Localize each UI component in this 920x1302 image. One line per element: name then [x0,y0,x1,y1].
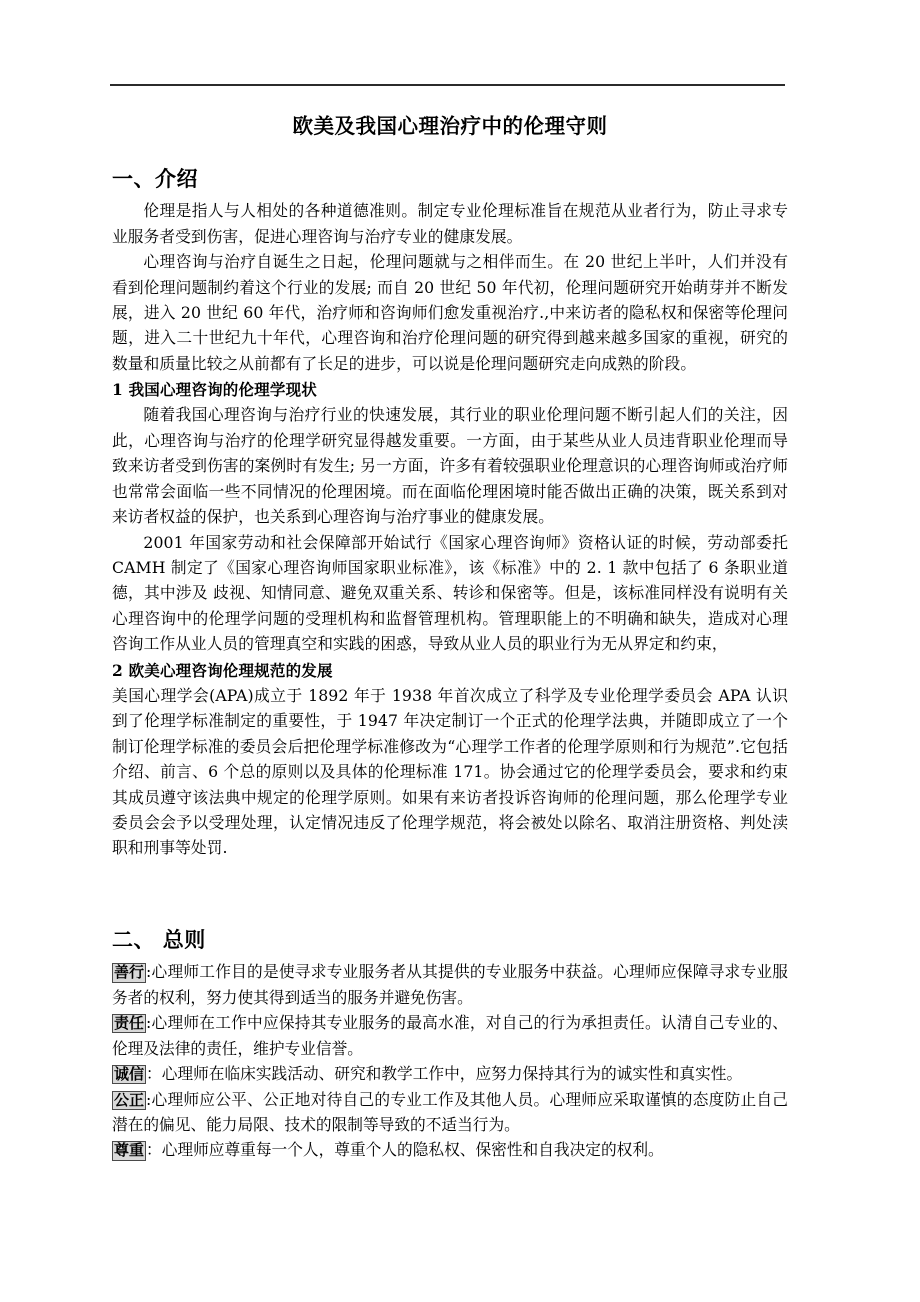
principle-text: 心理师在临床实践活动、研究和教学工作中，应努力保持其行为的诚实性和真实性。 [161,1064,743,1084]
principle-term-badge: 善行 [114,963,145,982]
section-heading-general-principles: 二、 总则 [112,926,206,952]
principle-item [112,959,788,1010]
principle-text: 心理师工作目的是使寻求专业服务者从其提供的专业服务中获益。心理师应保障寻求专业服务者的权利，努力使其得到适当的服务并避免伤害。 [112,962,788,1007]
principle-separator: ： [146,1140,162,1160]
paragraph: 随着我国心理咨询与治疗行业的快速发展，其行业的职业伦理问题不断引起人们的关注，因此，心理咨询与治疗的伦理学研究显得越发重要。一方面，由于某些从业人员违背职业伦理而导致来访者受到伤害的案例时有发生; 另一方面，许多有着较强职业伦理意识的心理咨询师或治疗师也常常会面临一些不同情况的伦理困境。而在面临伦理困境时能否做出正确的决策，既关系到对来访者权益的保护，也关系到心理咨询与治疗事业的健康发展。 [112,405,788,527]
document-content [112,103,788,1203]
principle-text: 心理师应尊重每一个人，尊重个人的隐私权、保密性和自我决定的权利。 [161,1140,664,1160]
header-divider-rule [110,84,785,86]
subsection-heading-western-ethics-development: 2 欧美心理咨询伦理规范的发展 [112,660,333,680]
principle-item [112,1137,788,1162]
principle-item [112,1087,788,1138]
principle-text: 心理师在工作中应保持其专业服务的最高水准，对自己的行为承担责任。认清自己专业的、伦理及法律的责任，维护专业信誉。 [112,1013,788,1058]
principle-separator: : [146,1013,152,1033]
principle-term-badge: 公正 [114,1090,145,1109]
principle-item [112,1010,788,1061]
paragraph: 2001 年国家劳动和社会保障部开始试行《国家心理咨询师》资格认证的时候，劳动部委托 CAMH 制定了《国家心理咨询师国家职业标准》，该《标准》中的 2. 1 款中包括了 6 条职业道德，其中涉及 歧视、知情同意、避免双重关系、转诊和保密等。但是，该标准同样没有说明有关心理咨询中的伦理学问题的受理机构和监督管理机构。管理职能上的不明确和缺失，造成对心理咨询工作从业人员的管理真空和实践的困惑，导致从业人员的职业行为无从界定和约束， [112,532,788,654]
paragraph: 美国心理学会(APA)成立于 1892 年于 1938 年首次成立了科学及专业伦理学委员会 APA 认识到了伦理学标准制定的重要性，于 1947 年决定制订一个正式的伦理学法典，并随即成立了一个制订伦理学标准的委员会后把伦理学标准修改为“心理学工作者的伦理学原则和行为规范”.它包括介绍、前言、6 个总的原则以及具体的伦理标准 171。协会通过它的伦理学委员会，要求和约束其成员遵守该法典中规定的伦理学原则。如果有来访者投诉咨询师的伦理问题，那么伦理学专业委员会会予以受理处理，认定情况违反了伦理学规范，将会被处以除名、取消注册资格、判处渎职和刑事等处罚. [112,685,788,858]
paragraph: 心理咨询与治疗自诞生之日起，伦理问题就与之相伴而生。在 20 世纪上半叶，人们并没有看到伦理问题制约着这个行业的发展; 而自 20 世纪 50 年代初，伦理问题研究开始萌芽并不断发展，进入 20 世纪 60 年代，治疗师和咨询师们愈发重视治疗.,中来访者的隐私权和保密等伦理问题，进入二十世纪九十年代，心理咨询和治疗伦理问题的研究得到越来越多国家的重视，研究的数量和质量比较之从前都有了长足的进步，可以说是伦理问题研究走向成熟的阶段。 [112,252,788,373]
principle-item [112,1061,788,1086]
paragraph: 伦理是指人与人相处的各种道德准则。制定专业伦理标准旨在规范从业者行为，防止寻求专业服务者受到伤害，促进心理咨询与治疗专业的健康发展。 [112,201,788,246]
principle-term-badge: 责任 [114,1014,145,1033]
principle-term-badge: 尊重 [114,1141,145,1160]
principle-text: 心理师应公平、公正地对待自己的专业工作及其他人员。心理师应采取谨慎的态度防止自己潜在的偏见、能力局限、技术的限制等导致的不适当行为。 [112,1089,788,1134]
page-title: 欧美及我国心理治疗中的伦理守则 [292,114,608,138]
principle-separator: : [146,1089,152,1109]
principle-term-badge: 诚信 [114,1065,145,1084]
subsection-heading-china-ethics-status: 1 我国心理咨询的伦理学现状 [112,380,317,400]
section-heading-introduction: 一、介绍 [112,165,198,191]
page-bottom-spacer [112,1163,788,1203]
principle-separator: : [146,962,152,982]
principle-separator: ： [146,1064,162,1084]
